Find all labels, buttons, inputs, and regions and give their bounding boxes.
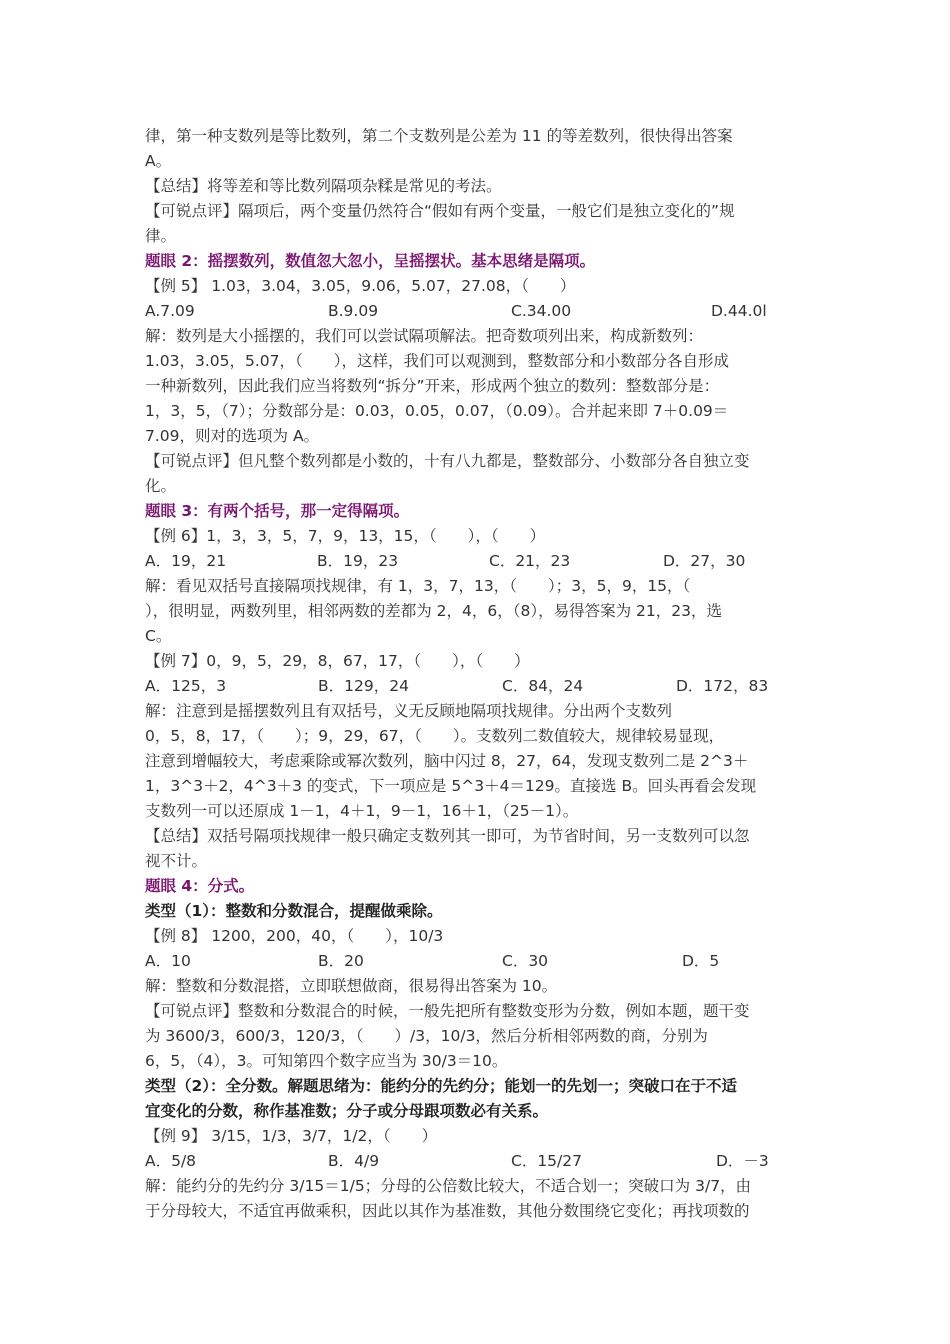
example-6-options: [145, 549, 815, 574]
solution-line: 0，5，8，17，（ ）；9，29，67，（ ）。支数列二数值较大，规律较易显现，: [145, 727, 725, 745]
document-body: [145, 124, 815, 1224]
option-c: C．21，23: [489, 552, 571, 570]
solution-line: 解：整数和分数混搭，立即联想做商，很易得出答案为 10。: [145, 977, 558, 995]
option-d: D．－3: [716, 1152, 769, 1170]
commentary-line: 律。: [145, 227, 177, 245]
option-a: A．19，21: [145, 552, 227, 570]
paragraph-line: A。: [145, 152, 172, 170]
option-b: B．20: [318, 952, 364, 970]
commentary-line: 为 3600/3，600/3，120/3，（ ）/3，10/3，然后分析相邻两数的商，分别为: [145, 1027, 708, 1045]
solution-line: 1，3，5，（7）；分数部分是：0.03，0.05，0.07，（0.09）。合并起来即 7＋0.09＝: [145, 402, 729, 420]
option-a: A.7.09: [145, 302, 195, 320]
option-b: B．4/9: [328, 1152, 380, 1170]
solution-line: 解：注意到是摇摆数列且有双括号，义无反顾地隔项找规律。分出两个支数列: [145, 702, 673, 720]
option-c: C．15/27: [511, 1152, 582, 1170]
example-5-question: 【例 5】 1.03，3.04，3.05，9.06，5.07，27.08，（ ）: [145, 277, 576, 295]
example-8-options: [145, 949, 815, 974]
example-9-options: [145, 1149, 815, 1174]
solution-line: 1.03，3.05，5.07，（ ），这样，我们可以观测到，整数部分和小数部分各自形成: [145, 352, 730, 370]
option-b: B．129，24: [318, 677, 409, 695]
solution-line: 解：能约分的先约分 3/15＝1/5；分母的公倍数比较大，不适合划一；突破口为 3/7，由: [145, 1177, 752, 1195]
option-c: C．30: [502, 952, 549, 970]
option-c: C.34.00: [511, 302, 572, 320]
type-2-heading: 宜变化的分数，称作基准数；分子或分母跟项数必有关系。: [145, 1102, 549, 1120]
solution-line: C。: [145, 627, 172, 645]
option-d: D．5: [682, 952, 720, 970]
solution-line: 支数列一可以还原成 1－1，4＋1，9－1，16＋1，（25－1）。: [145, 802, 579, 820]
commentary-line: 【可锐点评】隔项后，两个变量仍然符合“假如有两个变量，一般它们是独立变化的”规: [145, 202, 735, 220]
example-7-question: 【例 7】0，9，5，29，8，67，17，（ ），（ ）: [145, 652, 530, 670]
solution-line: 一种新数列，因此我们应当将数列“拆分”开来，形成两个独立的数列：整数部分是：: [145, 377, 720, 395]
section-heading-3: 题眼 3：有两个括号，那一定得隔项。: [145, 502, 410, 520]
option-d: D．27，30: [663, 552, 746, 570]
commentary-line: 化。: [145, 477, 177, 495]
option-b: B.9.09: [328, 302, 379, 320]
paragraph-line: 律，第一种支数列是等比数列，第二个支数列是公差为 11 的等差数列，很快得出答案: [145, 127, 733, 145]
summary-line: 【总结】将等差和等比数列隔项杂糅是常见的考法。: [145, 177, 502, 195]
solution-line: 解：看见双括号直接隔项找规律，有 1，3，7，13，（ ）；3，5，9，15，（: [145, 577, 691, 595]
option-a: A．5/8: [145, 1152, 197, 1170]
example-8-question: 【例 8】 1200，200，40，（ ），10/3: [145, 927, 444, 945]
solution-line: 7.09，则对的选项为 A。: [145, 427, 320, 445]
solution-line: 于分母较大，不适宜再做乘积，因此以其作为基准数，其他分数围绕它变化；再找项数的: [145, 1202, 750, 1220]
solution-line: 1，3^3＋2，4^3＋3 的变式，下一项应是 5^3＋4＝129。直接选 B。回头再看会发现: [145, 777, 757, 795]
section-heading-4: 题眼 4：分式。: [145, 877, 255, 895]
section-heading-2: 题眼 2：摇摆数列，数值忽大忽小，呈摇摆状。基本思绪是隔项。: [145, 252, 596, 270]
summary-line: 【总结】双括号隔项找规律一般只确定支数列其一即可，为节省时间，另一支数列可以忽: [145, 827, 750, 845]
commentary-line: 【可锐点评】但凡整个数列都是小数的，十有八九都是，整数部分、小数部分各自独立变: [145, 452, 750, 470]
example-9-question: 【例 9】 3/15，1/3，3/7，1/2，（ ）: [145, 1127, 438, 1145]
option-d: D.44.0l: [711, 302, 767, 320]
example-6-question: 【例 6】1，3，3，5，7，9，13，15，（ ），（ ）: [145, 527, 546, 545]
commentary-line: 【可锐点评】整数和分数混合的时候，一般先把所有整数变形为分数，例如本题，题干变: [145, 1002, 750, 1020]
option-a: A．125，3: [145, 677, 227, 695]
type-1-heading: 类型（1）：整数和分数混合，提醒做乘除。: [145, 902, 443, 920]
commentary-line: 6，5，（4），3。可知第四个数字应当为 30/3＝10。: [145, 1052, 508, 1070]
summary-line: 视不计。: [145, 852, 208, 870]
solution-line: 解：数列是大小摇摆的，我们可以尝试隔项解法。把奇数项列出来，构成新数列：: [145, 327, 704, 345]
option-b: B．19，23: [317, 552, 399, 570]
option-c: C．84，24: [502, 677, 584, 695]
solution-line: 注意到增幅较大，考虑乘除或幂次数列，脑中闪过 8，27，64，发现支数列二是 2^3＋: [145, 752, 749, 770]
option-d: D．172，83: [676, 677, 769, 695]
type-2-heading: 类型（2）：全分数。解题思绪为：能约分的先约分；能划一的先划一；突破口在于不适: [145, 1077, 738, 1095]
example-5-options: [145, 299, 815, 324]
option-a: A．10: [145, 952, 191, 970]
example-7-options: [145, 674, 815, 699]
solution-line: ），很明显，两数列里，相邻两数的差都为 2，4，6，（8），易得答案为 21，23，选: [145, 602, 722, 620]
